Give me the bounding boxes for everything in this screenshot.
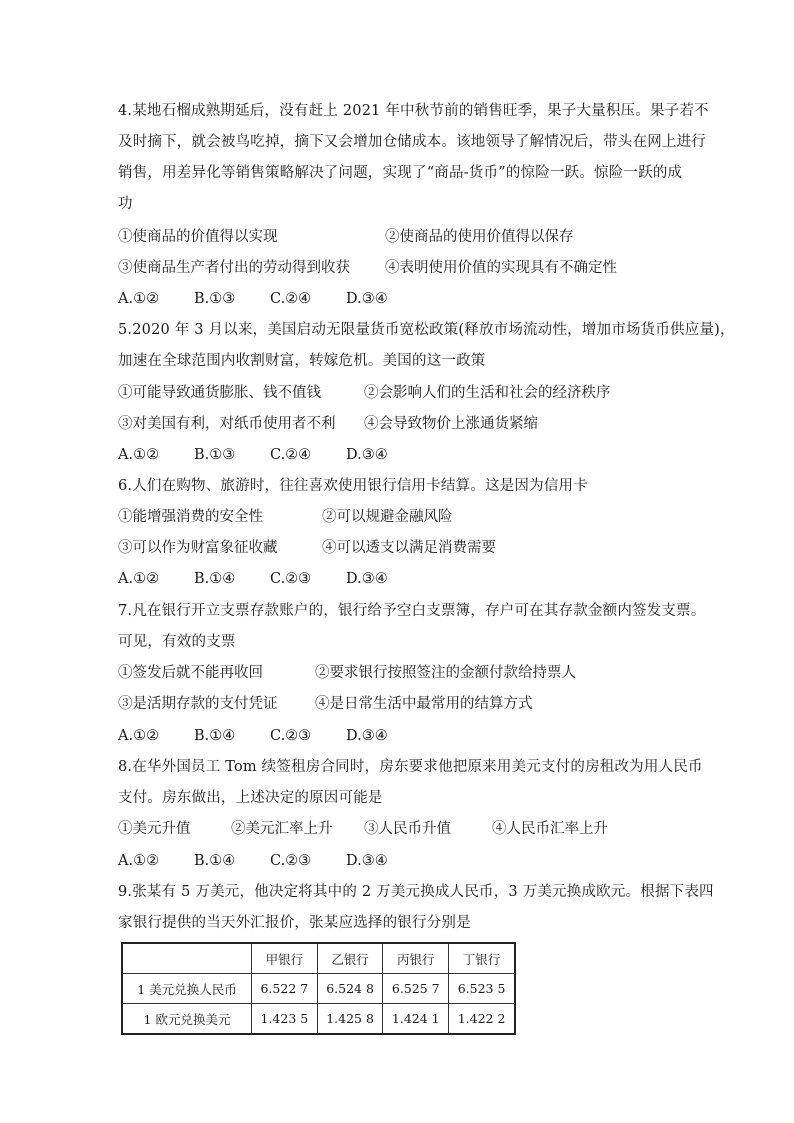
q5-choice-b: B.①③ bbox=[194, 447, 236, 463]
table-cell: 6.523 5 bbox=[449, 974, 515, 1004]
q6-stem-line-1: 6.人们在购物、旅游时，往往喜欢使用银行信用卡结算。这是因为信用卡 bbox=[118, 478, 588, 494]
q9-stem-line-1: 9.张某有 5 万美元，他决定将其中的 2 万美元换成人民币，3 万美元换成欧元。根据下表四 bbox=[118, 884, 714, 900]
q4-choice-d: D.③④ bbox=[346, 291, 388, 307]
q4-stem-line-4: 功 bbox=[118, 196, 133, 212]
table-header-bank-jia: 甲银行 bbox=[252, 943, 318, 974]
table-cell: 1.425 8 bbox=[317, 1004, 383, 1035]
q4-choice-c: C.②④ bbox=[270, 291, 312, 307]
q8-choice-a: A.①② bbox=[118, 853, 160, 869]
q7-option-4: ④是日常生活中最常用的结算方式 bbox=[315, 696, 533, 712]
q7-stem-line-1: 7.凡在银行开立支票存款账户的，银行给予空白支票簿，存户可在其存款金额内签发支票。 bbox=[118, 603, 706, 619]
q7-option-1: ①签发后就不能再收回 bbox=[118, 665, 263, 681]
table-header-row bbox=[122, 943, 515, 974]
q5-option-3: ③对美国有利，对纸币使用者不利 bbox=[118, 416, 336, 432]
table-header-bank-yi: 乙银行 bbox=[317, 943, 383, 974]
q5-option-2: ②会影响人们的生活和社会的经济秩序 bbox=[364, 385, 611, 401]
table-row bbox=[122, 1004, 515, 1035]
q4-choice-b: B.①③ bbox=[194, 291, 236, 307]
q8-choice-b: B.①④ bbox=[194, 853, 236, 869]
q7-stem-line-2: 可见，有效的支票 bbox=[118, 634, 236, 650]
q4-option-1: ①使商品的价值得以实现 bbox=[118, 229, 278, 245]
q8-option-2: ②美元汇率上升 bbox=[231, 821, 333, 837]
q7-option-2: ②要求银行按照签注的金额付款给持票人 bbox=[315, 665, 576, 681]
q8-option-4: ④人民币汇率上升 bbox=[492, 821, 608, 837]
q5-choice-c: C.②④ bbox=[270, 447, 312, 463]
q9-stem-line-2: 家银行提供的当天外汇报价，张某应选择的银行分别是 bbox=[118, 915, 471, 931]
table-cell: 6.522 7 bbox=[252, 974, 318, 1004]
q6-choice-a: A.①② bbox=[118, 571, 160, 587]
q4-stem-line-1: 4.某地石榴成熟期延后，没有赶上 2021 年中秋节前的销售旺季，果子大量积压。果子若不 bbox=[118, 103, 709, 119]
q8-choice-d: D.③④ bbox=[346, 853, 388, 869]
q5-choice-a: A.①② bbox=[118, 447, 160, 463]
table-cell: 6.524 8 bbox=[317, 974, 383, 1004]
q7-choice-a: A.①② bbox=[118, 728, 160, 744]
q4-choice-a: A.①② bbox=[118, 291, 160, 307]
q8-stem-line-1: 8.在华外国员工 Tom 续签租房合同时，房东要求他把原来用美元支付的房租改为用人民币 bbox=[118, 759, 703, 775]
q5-stem-line-2: 加速在全球范围内收割财富，转嫁危机。美国的这一政策 bbox=[118, 353, 486, 369]
q8-choice-c: C.②③ bbox=[270, 853, 312, 869]
q6-choice-b: B.①④ bbox=[194, 571, 236, 587]
q4-stem-line-3: 销售，用差异化等销售策略解决了问题，实现了“商品-货币”的惊险一跃。惊险一跃的成 bbox=[118, 165, 683, 181]
q6-option-4: ④可以透支以满足消费需要 bbox=[322, 540, 496, 556]
table-row-label: 1 美元兑换人民币 bbox=[122, 974, 252, 1004]
table-cell: 1.423 5 bbox=[252, 1004, 318, 1035]
exchange-rate-table bbox=[121, 942, 516, 1035]
q7-choice-d: D.③④ bbox=[346, 728, 388, 744]
q7-option-3: ③是活期存款的支付凭证 bbox=[118, 696, 278, 712]
table-cell: 6.525 7 bbox=[383, 974, 449, 1004]
q6-option-2: ②可以规避金融风险 bbox=[322, 509, 453, 525]
q4-option-4: ④表明使用价值的实现具有不确定性 bbox=[385, 260, 617, 276]
table-corner-cell bbox=[122, 943, 252, 974]
table-cell: 1.424 1 bbox=[383, 1004, 449, 1035]
q7-choice-b: B.①④ bbox=[194, 728, 236, 744]
q8-option-3: ③人民币升值 bbox=[364, 821, 451, 837]
q6-choice-c: C.②③ bbox=[270, 571, 312, 587]
q5-choice-d: D.③④ bbox=[346, 447, 388, 463]
table-row-label: 1 欧元兑换美元 bbox=[122, 1004, 252, 1035]
q5-stem-line-1: 5.2020 年 3 月以来，美国启动无限量货币宽松政策(释放市场流动性，增加市场货币供应量)， bbox=[118, 322, 735, 338]
table-header-bank-bing: 丙银行 bbox=[383, 943, 449, 974]
table-row bbox=[122, 974, 515, 1004]
table-header-bank-ding: 丁银行 bbox=[449, 943, 515, 974]
q6-choice-d: D.③④ bbox=[346, 571, 388, 587]
q8-stem-line-2: 支付。房东做出，上述决定的原因可能是 bbox=[118, 790, 383, 806]
q5-option-4: ④会导致物价上涨通货紧缩 bbox=[364, 416, 538, 432]
table-cell: 1.422 2 bbox=[449, 1004, 515, 1035]
q8-option-1: ①美元升值 bbox=[118, 821, 191, 837]
q4-option-3: ③使商品生产者付出的劳动得到收获 bbox=[118, 260, 350, 276]
q4-stem-line-2: 及时摘下，就会被鸟吃掉，摘下又会增加仓储成本。该地领导了解情况后，带头在网上进行 bbox=[118, 134, 706, 150]
q6-option-1: ①能增强消费的安全性 bbox=[118, 509, 263, 525]
q4-option-2: ②使商品的使用价值得以保存 bbox=[385, 229, 574, 245]
q6-option-3: ③可以作为财富象征收藏 bbox=[118, 540, 278, 556]
q5-option-1: ①可能导致通货膨胀、钱不值钱 bbox=[118, 385, 321, 401]
q7-choice-c: C.②③ bbox=[270, 728, 312, 744]
